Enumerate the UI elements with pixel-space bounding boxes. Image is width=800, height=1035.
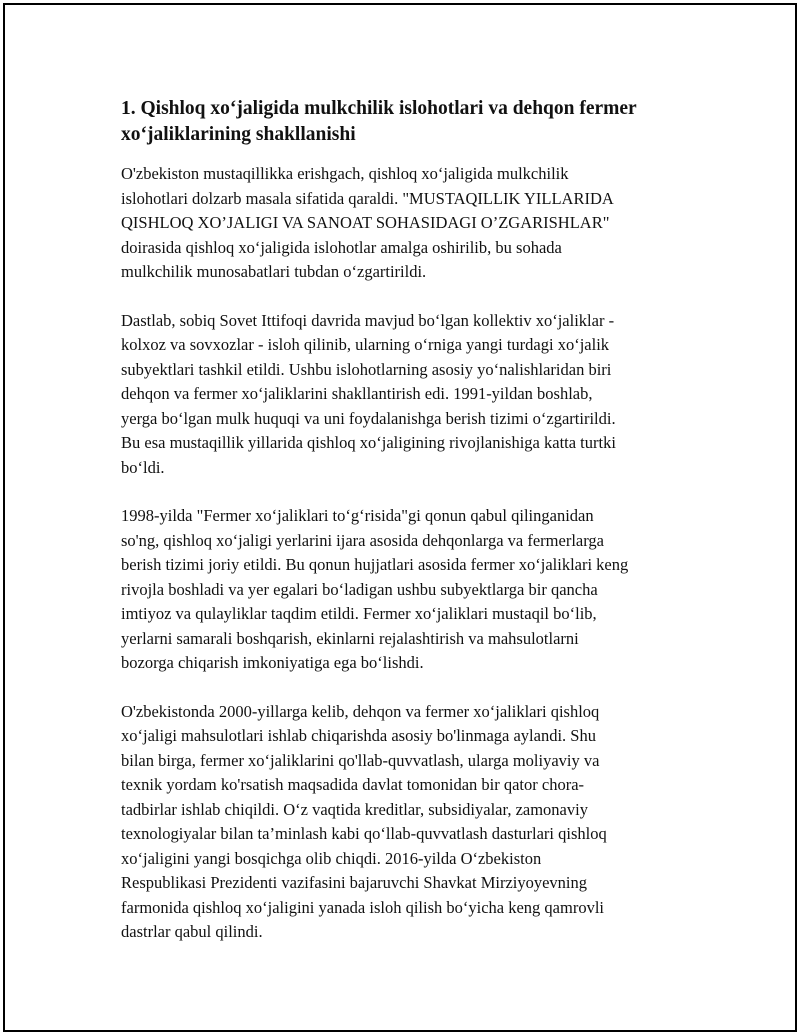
- paragraph-line: dehqon va fermer xo‘jaliklarini shakllantirish edi. 1991-yildan boshlab,: [121, 384, 593, 403]
- heading-line: 1. Qishloq xo‘jaligida mulkchilik islohotlari va dehqon fermer: [121, 98, 637, 119]
- paragraph-line: xo‘jaligi mahsulotlari ishlab chiqarishda asosiy bo'linmaga aylandi. Shu: [121, 726, 596, 745]
- paragraph-line: Dastlab, sobiq Sovet Ittifoqi davrida mavjud bo‘lgan kollektiv xo‘jaliklar -: [121, 310, 615, 330]
- paragraph-line: subyektlari tashkil etildi. Ushbu islohotlarning asosiy yo‘nalishlaridan biri: [121, 359, 612, 379]
- paragraph-1: [121, 162, 691, 285]
- paragraph-line: O'zbekiston mustaqillikka erishgach, qishloq xo‘jaligida mulkchilik: [121, 164, 569, 183]
- heading-line: xo‘jaliklarining shakllanishi: [121, 124, 356, 145]
- paragraph-line: berish tizimi joriy etildi. Bu qonun hujjatlari asosida fermer xo‘jaliklari keng: [121, 555, 629, 574]
- paragraph-line: 1998-yilda "Fermer xo‘jaliklari to‘g‘risida"gi qonun qabul qilinganidan: [121, 506, 594, 525]
- paragraph-3: [121, 504, 691, 676]
- paragraph-line: rivojla boshladi va yer egalari bo‘ladigan ushbu subyektlarga bir qancha: [121, 579, 598, 599]
- paragraph-line: O'zbekistonda 2000-yillarga kelib, dehqon va fermer xo‘jaliklari qishloq: [121, 701, 600, 721]
- paragraph-line: bilan birga, fermer xo‘jaliklarini qo'llab-quvvatlash, ularga moliyaviy va: [121, 750, 600, 770]
- paragraph-line: dastrlar qabul qilindi.: [121, 922, 263, 941]
- page-frame: [3, 3, 797, 1032]
- paragraph-line: mulkchilik munosabatlari tubdan o‘zgartirildi.: [121, 262, 427, 281]
- paragraph-line: yerga bo‘lgan mulk huquqi va uni foydalanishga berish tizimi o‘zgartirildi.: [121, 408, 616, 428]
- paragraph-line: farmonida qishloq xo‘jaligini yanada isloh qilish bo‘yicha keng qamrovli: [121, 897, 604, 917]
- section-heading: [121, 96, 691, 148]
- paragraph-line: tadbirlar ishlab chiqildi. O‘z vaqtida kreditlar, subsidiyalar, zamonaviy: [121, 799, 588, 819]
- paragraph-line: doirasida qishloq xo‘jaligida islohotlar amalga oshirilib, bu sohada: [121, 237, 562, 257]
- paragraph-line: yerlarni samarali boshqarish, ekinlarni rejalashtirish va mahsulotlarni: [121, 628, 579, 648]
- paragraph-line: Respublikasi Prezidenti vazifasini bajaruvchi Shavkat Mirziyoyevning: [121, 873, 588, 892]
- paragraph-line: kolxoz va sovxozlar - isloh qilinib, ularning o‘rniga yangi turdagi xo‘jalik: [121, 335, 610, 354]
- paragraph-line: so'ng, qishloq xo‘jaligi yerlarini ijara asosida dehqonlarga va fermerlarga: [121, 530, 605, 550]
- paragraph-line: imtiyoz va qulayliklar taqdim etildi. Fermer xo‘jaliklari mustaqil bo‘lib,: [121, 604, 597, 623]
- paragraph-line: texnologiyalar bilan ta’minlash kabi qo‘llab-quvvatlash dasturlari qishloq: [121, 824, 607, 843]
- paragraph-line: islohotlari dolzarb masala sifatida qaraldi. "MUSTAQILLIK YILLARIDA: [121, 188, 614, 208]
- paragraph-line: bozorga chiqarish imkoniyatiga ega bo‘lishdi.: [121, 653, 424, 672]
- paragraph-line: QISHLOQ XO’JALIGI VA SANOAT SOHASIDAGI O’ZGARISHLAR": [121, 213, 610, 232]
- paragraph-line: Bu esa mustaqillik yillarida qishloq xo‘jaligining rivojlanishiga katta turtki: [121, 433, 616, 452]
- paragraph-4: [121, 700, 691, 945]
- paragraph-line: texnik yordam ko'rsatish maqsadida davlat tomonidan bir qator chora-: [121, 775, 585, 794]
- paragraph-line: bo‘ldi.: [121, 457, 165, 477]
- document-body: [121, 96, 691, 969]
- paragraph-line: xo‘jaligini yangi bosqichga olib chiqdi. 2016-yilda O‘zbekiston: [121, 848, 542, 868]
- paragraph-2: [121, 309, 691, 481]
